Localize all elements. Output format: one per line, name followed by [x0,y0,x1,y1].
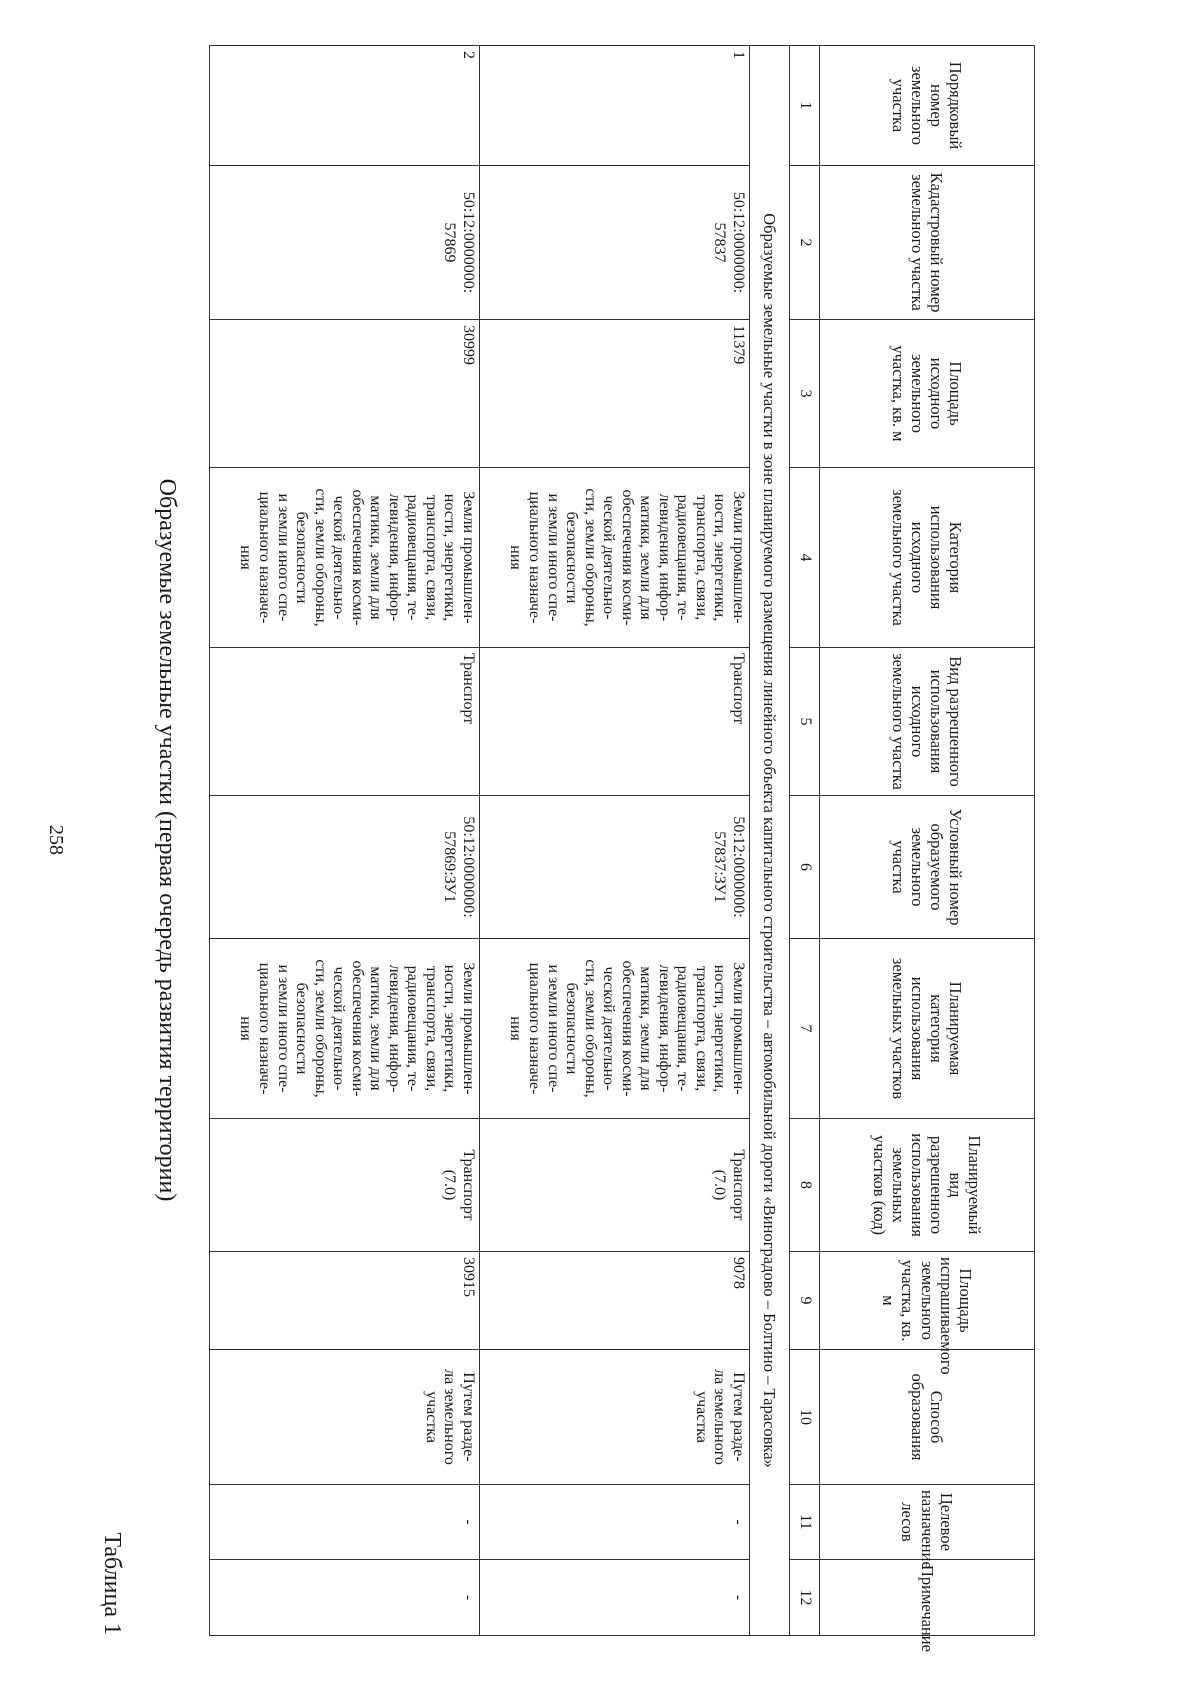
column-header: Планируемый вид разрешенного использования земельных участков (код) [820,1119,1035,1252]
formation-method: Путем разде- ла земельного участка [210,1350,480,1485]
column-number: 12 [790,1560,820,1636]
column-header: Вид разрешенного использования исходного земельного участка [820,648,1035,796]
source-category: Земли промышлен- ности, энергетики, транспорта, связи, радиовещания, те- левидения, инфор- матики, земли для обеспечения косми- ческой деятельно- сти, земли обороны, безопасности и земли иного спе- циального назначе- ния [480,468,750,648]
forest-purpose: - [210,1485,480,1560]
forest-purpose: - [480,1485,750,1560]
page-number: 258 [45,825,67,855]
source-category: Земли промышлен- ности, энергетики, транспорта, связи, радиовещания, те- левидения, инфор- матики, земли для обеспечения косми- ческой деятельно- сти, земли обороны, безопасности и земли иного спе- циального назначе- ния [210,468,480,648]
column-header: Площадь испрашиваемого земельного участка, кв. м [820,1252,1035,1350]
planned-category: Земли промышлен- ности, энергетики, транспорта, связи, радиовещания, те- левидения, инфор- матики, земли для обеспечения косми- ческой деятельно- сти, земли обороны, безопасности и земли иного спе- циального назначе- ния [480,939,750,1119]
column-number: 3 [790,320,820,468]
note: - [480,1560,750,1636]
conditional-number: 50:12:0000000: 57837:ЗУ1 [480,796,750,939]
column-number: 10 [790,1350,820,1485]
table-row [210,46,480,1636]
table-row [480,46,750,1636]
table-title: Образуемые земельные участки (первая очередь развития территории) [154,478,180,1202]
column-number: 5 [790,648,820,796]
column-header: Категория использования исходного земельного участка [820,468,1035,648]
row-number: 2 [210,46,480,166]
column-header: Целевое назначение лесов [820,1485,1035,1560]
column-number: 1 [790,46,820,166]
column-number: 7 [790,939,820,1119]
cadastral-number: 50:12:0000000: 57837 [480,166,750,320]
land-plots-table [209,45,1035,1652]
rotated-page [45,45,1035,1652]
column-number: 2 [790,166,820,320]
planned-permitted-use: Транспорт (7.0) [480,1119,750,1252]
column-number: 8 [790,1119,820,1252]
row-number: 1 [480,46,750,166]
section-heading: Образуемые земельные участки в зоне планируемого размещения линейного объекта капитального строительства – автомобильной дороги «Виноградово – Болтино – Тарасовка» [750,46,790,1636]
column-header: Способ образования [820,1350,1035,1485]
source-permitted-use: Транспорт [210,648,480,796]
conditional-number: 50:12:0000000: 57869:ЗУ1 [210,796,480,939]
column-header: Площадь исходного земельного участка, кв. м [820,320,1035,468]
header-row [820,46,1035,1636]
source-area: 11379 [480,320,750,468]
planned-permitted-use: Транспорт (7.0) [210,1119,480,1252]
requested-area: 9078 [480,1252,750,1350]
column-header: Кадастровый номер земельного участка [820,166,1035,320]
cadastral-number: 50:12:0000000: 57869 [210,166,480,320]
column-header: Порядковый номер земельного участка [820,46,1035,166]
column-number: 6 [790,796,820,939]
column-header: Планируемая категория использования земельных участков [820,939,1035,1119]
table-label: Таблица 1 [99,1532,125,1635]
source-permitted-use: Транспорт [480,648,750,796]
requested-area: 30915 [210,1252,480,1350]
note: - [210,1560,480,1636]
column-header: Условный номер образуемого земельного участка [820,796,1035,939]
section-heading-row [750,46,790,1636]
source-area: 30999 [210,320,480,468]
column-number: 4 [790,468,820,648]
column-number: 9 [790,1252,820,1350]
planned-category: Земли промышлен- ности, энергетики, транспорта, связи, радиовещания, те- левидения, инфор- матики, земли для обеспечения косми- ческой деятельно- сти, земли обороны, безопасности и земли иного спе- циального назначе- ния [210,939,480,1119]
column-number: 11 [790,1485,820,1560]
formation-method: Путем разде- ла земельного участка [480,1350,750,1485]
column-header: Примечание [820,1560,1035,1636]
column-number-row [790,46,820,1636]
